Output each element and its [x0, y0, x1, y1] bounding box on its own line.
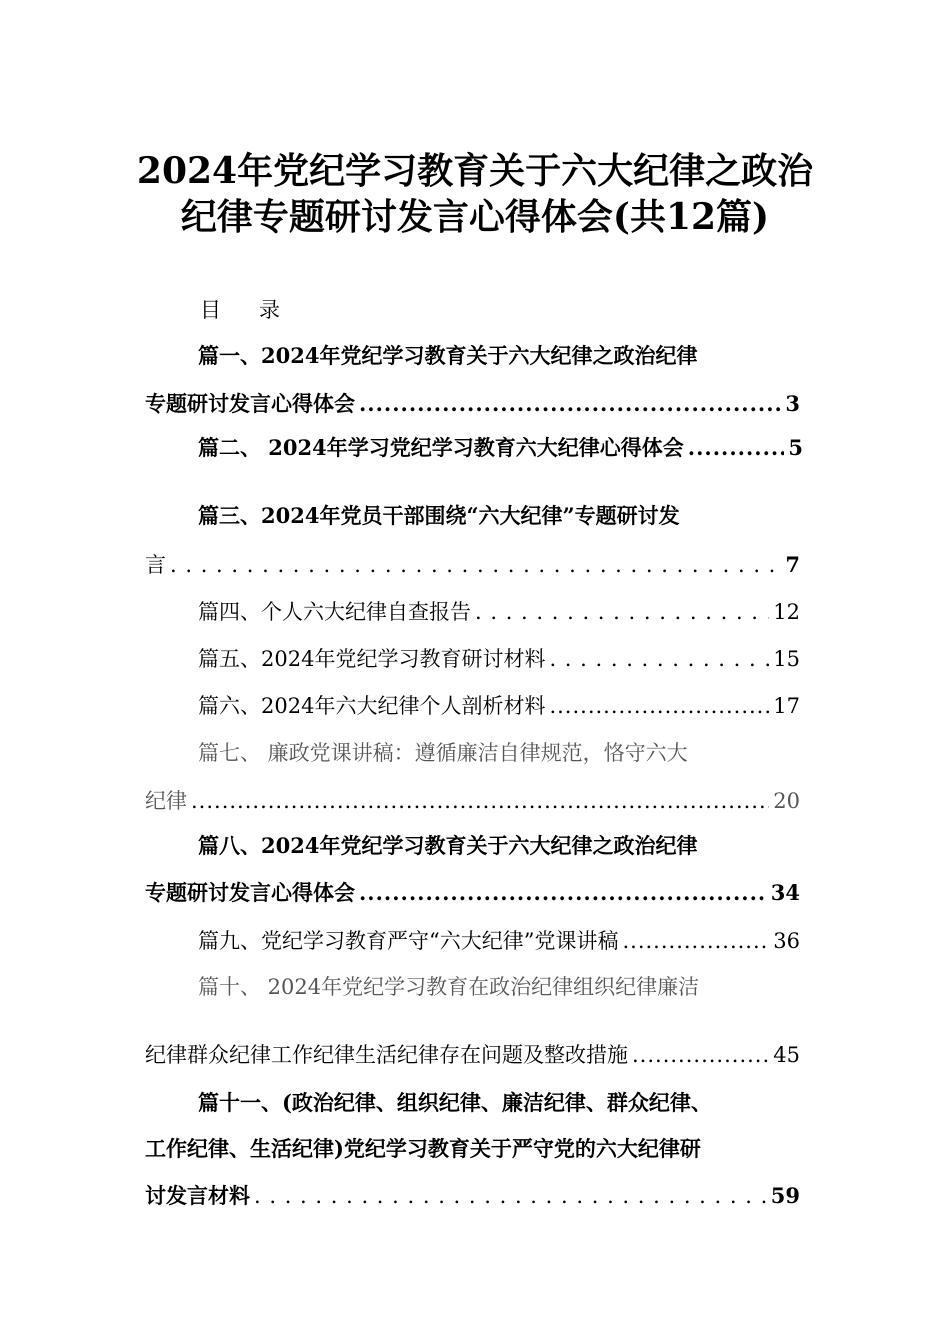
title-line-1: 2024年党纪学习教育关于六大纪律之政治 — [136, 150, 814, 192]
toc-entry-2-line-1: 篇二、 2024年学习党纪学习教育六大纪律心得体会 — [198, 435, 684, 460]
toc-entry-8-line-1[interactable]: 篇八、2024年党纪学习教育关于六大纪律之政治纪律 — [198, 833, 698, 858]
toc-leader — [632, 1040, 769, 1070]
toc-entry-10-line-2: 纪律群众纪律工作纪律生活纪律存在问题及整改措施 — [145, 1043, 628, 1067]
toc-page-number: 15 — [773, 647, 800, 671]
toc-leader — [359, 389, 781, 419]
toc-page-number: 20 — [773, 789, 800, 813]
toc-entry-3-row[interactable] — [145, 550, 800, 580]
document-title — [0, 148, 950, 240]
toc-entry-2-row[interactable] — [198, 433, 803, 463]
toc-entry-7-row[interactable] — [145, 786, 800, 816]
toc-entry-5-row[interactable] — [198, 644, 800, 674]
toc-entry-8-row[interactable] — [145, 878, 800, 908]
toc-entry-7-line-1[interactable]: 篇七、 廉政党课讲稿：遵循廉洁自律规范，恪守六大 — [198, 741, 688, 765]
title-line-2: 纪律专题研讨发言心得体会(共12篇) — [180, 196, 770, 238]
toc-entry-11-row[interactable] — [145, 1181, 800, 1211]
toc-entry-11-line-2[interactable]: 工作纪律、生活纪律)党纪学习教育关于严守党的六大纪律研 — [145, 1136, 701, 1161]
toc-entry-6-line-1: 篇六、2024年六大纪律个人剖析材料 — [198, 694, 546, 718]
toc-page-number: 36 — [773, 929, 800, 953]
toc-leader — [475, 597, 769, 627]
toc-entry-3-line-2: 言 — [145, 553, 166, 577]
toc-entry-9-row[interactable] — [198, 926, 800, 956]
toc-entry-4-line-1: 篇四、个人六大纪律自查报告 — [198, 600, 471, 624]
toc-page-number: 34 — [770, 880, 800, 905]
toc-entry-8-line-2: 专题研讨发言心得体会 — [145, 880, 355, 905]
toc-page-number: 5 — [788, 435, 803, 460]
toc-entry-9-line-1: 篇九、党纪学习教育严守“六大纪律”党课讲稿 — [198, 929, 619, 953]
toc-entry-5-line-1: 篇五、2024年党纪学习教育研讨材料 — [198, 647, 546, 671]
toc-leader — [688, 433, 785, 463]
toc-entry-1-row[interactable] — [145, 389, 800, 419]
toc-entry-1-line-2: 专题研讨发言心得体会 — [145, 391, 355, 416]
toc-heading: 目录 — [200, 298, 318, 322]
toc-entry-10-row[interactable] — [145, 1040, 800, 1070]
toc-leader — [549, 691, 769, 721]
toc-entry-4-row[interactable] — [198, 597, 800, 627]
toc-entry-3-line-1[interactable]: 篇三、2024年党员干部围绕“六大纪律”专题研讨发 — [198, 503, 680, 528]
toc-page-number: 59 — [770, 1183, 800, 1208]
toc-entry-7-line-2: 纪律 — [145, 789, 187, 813]
toc-page-number: 12 — [773, 600, 800, 624]
toc-leader — [622, 926, 769, 956]
toc-entry-10-line-1[interactable]: 篇十、 2024年党纪学习教育在政治纪律组织纪律廉洁 — [198, 975, 700, 999]
toc-entry-11-line-1[interactable]: 篇十一、(政治纪律、组织纪律、廉洁纪律、群众纪律、 — [198, 1090, 712, 1115]
toc-leader — [170, 550, 781, 580]
toc-leader — [254, 1181, 767, 1211]
toc-leader — [359, 878, 767, 908]
toc-page-number: 3 — [785, 391, 800, 416]
toc-page-number: 17 — [773, 694, 800, 718]
toc-entry-1-line-1[interactable]: 篇一、2024年党纪学习教育关于六大纪律之政治纪律 — [198, 343, 698, 368]
toc-page-number: 45 — [773, 1043, 800, 1067]
toc-entry-6-row[interactable] — [198, 691, 800, 721]
toc-leader — [549, 644, 769, 674]
toc-leader — [191, 786, 769, 816]
toc-entry-11-line-3: 讨发言材料 — [145, 1183, 250, 1208]
toc-page-number: 7 — [785, 552, 800, 577]
